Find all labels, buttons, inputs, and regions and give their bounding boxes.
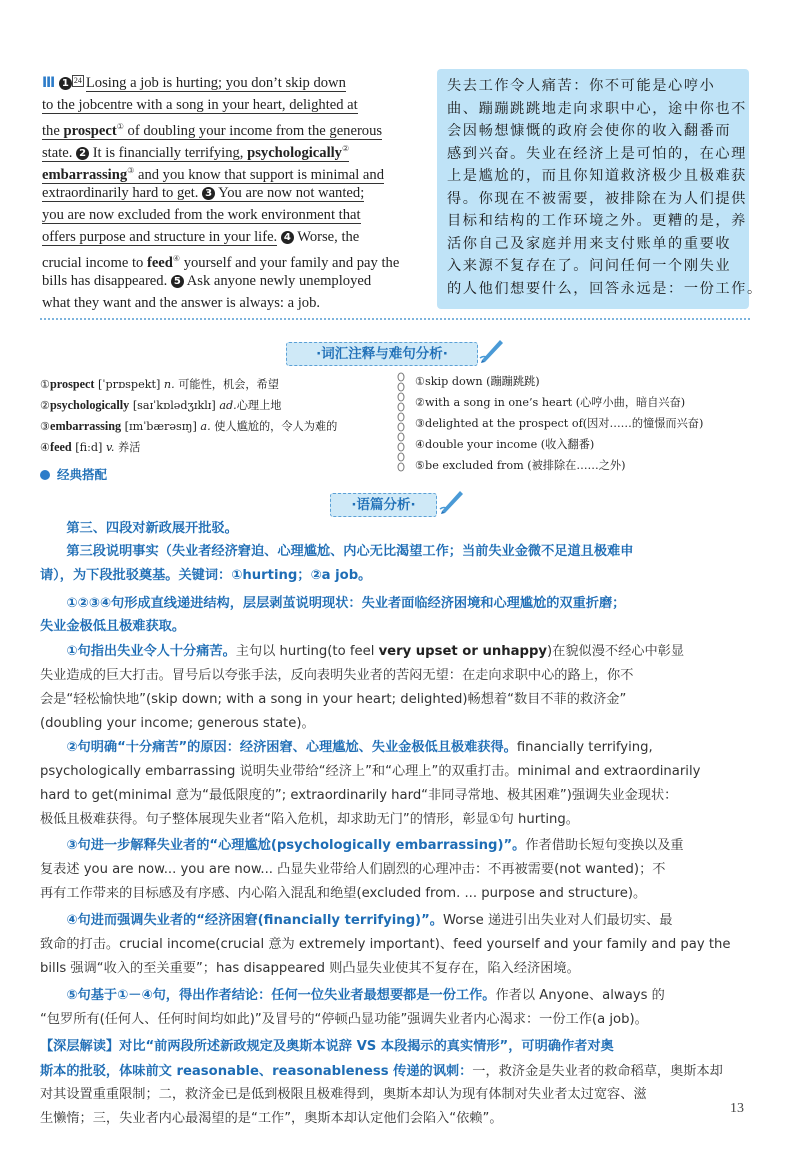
analysis-line: ②句明确“十分痛苦”的原因：经济困窘、心理尴尬、失业金极低且极难获得。financially terrifying, [40, 740, 653, 755]
vocab-item: ①prospect [ˈprɒspekt] n. 可能性，机会，希望 [40, 377, 279, 391]
passage-line: to the jobcentre with a song in your heart, delighted at [42, 97, 358, 113]
vocab-item: ④feed [fiːd] v. 养活 [40, 440, 141, 454]
analysis-line: ①②③④句形成直线递进结构，层层剥茧说明现状：失业者面临经济困境和心理尴尬的双重折磨； [40, 596, 626, 611]
analysis-line: 失业造成的巨大打击。冒号后以夸张手法，反向表明失业者的苦闷无望：在走向求职中心的路上，你不 [40, 668, 634, 683]
passage-line: crucial income to feed④ yourself and your family and pay the [42, 254, 400, 271]
bullet-icon [40, 470, 50, 480]
analysis-line: 【深层解读】对比“前两段所述新政规定及奥斯本说辞 VS 本段揭示的真实情形”，可明确作者对奥 [40, 1039, 614, 1054]
phrase-item: ①skip down (蹦蹦跳跳) [415, 375, 540, 388]
phrase-item: ②with a song in one’s heart (心哼小曲，暗自兴奋) [415, 396, 686, 409]
analysis-line: 极低且极难获得。句子整体展现失业者“陷入危机，却求助无门”的情形，彰显①句 hurting。 [40, 812, 579, 827]
analysis-line: bills 强调“收入的至关重要”；has disappeared 则凸显失业使其不复存在，陷入经济困境。 [40, 961, 580, 976]
divider [40, 318, 750, 320]
phrase-list [415, 372, 755, 482]
analysis-line: 第三、四段对新政展开批驳。 [40, 521, 238, 536]
vocab-item: ②psychologically [saɪˈkɒlədʒɪklɪ] ad.心理上地 [40, 398, 282, 412]
phrase-item: ⑤be excluded from (被排除在……之外) [415, 459, 626, 472]
passage-line: offers purpose and structure in your life. 4 Worse, the [42, 229, 360, 245]
translation-text: 失去工作令人痛苦：你不可能是心哼小 曲、蹦蹦跳跳地走向求职中心，途中你也不 会因畅想慷慨的政府会使你的收入翻番而 感到兴奋。失业在经济上是可怕的，在心理 上是尴尬的，而且你知道救济极少且极难获 得。你现在不被需要，被排除在为人们提供 目标和结构的工作环境之外。更糟的是，养 活你自己及家庭并用来支付账单的重要收 入来源不复存在了。问问任何一个刚失业 的人他们想要什么，回答永远是：一份工作。 [447, 78, 763, 297]
analysis-line: ③句进一步解释失业者的“心理尴尬(psychologically embarrassing)”。作者借助长短句变换以及重 [40, 838, 684, 853]
passage-line: state. 2 It is financially terrifying, psychologically② [42, 144, 350, 161]
analysis-line: 失业金极低且极难获取。 [40, 619, 186, 634]
passage-line: the prospect① of doubling your income from the generous [42, 122, 383, 139]
vocab-section-title: ·词汇注释与难句分析· [286, 342, 478, 366]
analysis-line: 致命的打击。crucial income(crucial 意为 extremely important)、feed yourself and your family and pay the [40, 937, 731, 952]
analysis-line: ④句进而强调失业者的“经济困窘(financially terrifying)”。Worse 递进引出失业对人们最切实、最 [40, 913, 673, 928]
analysis-line: “包罗所有(任何人、任何时间均如此)”及冒号的“停顿凸显功能”强调失业者内心渴求：一份工作(a job)。 [40, 1012, 648, 1027]
vocab-list [40, 374, 390, 464]
sentence-number: 1 [59, 77, 72, 90]
pen-icon [478, 334, 506, 364]
paragraph-number: 24 [73, 76, 82, 85]
analysis-line: 生懒惰；三，失业者内心最渴望的是“工作”，奥斯本却认定他们会陷入“依赖”。 [40, 1111, 503, 1126]
analysis-line: 再有工作带来的目标感及有序感、内心陷入混乱和绝望(excluded from. ... purpose and structure)。 [40, 886, 647, 901]
analysis-line: 请），为下段批驳奠基。关键词：①hurting；②a job。 [40, 568, 372, 583]
analysis-line: 对其设置重重限制；二，救济金已是低到极限且极难得到，奥斯本却认为现有体制对失业者太过宽容、滋 [40, 1087, 647, 1102]
pen-icon [438, 485, 466, 515]
passage-line: bills has disappeared. 5 Ask anyone newly unemployed [42, 273, 372, 289]
passage-line: extraordinarily hard to get. 3 You are now not wanted; [42, 185, 365, 201]
paragraph-label: Ⅲ [42, 75, 56, 91]
classic-collocations-label: 经典搭配 [40, 465, 107, 483]
passage-line: what they want and the answer is always: a job. [42, 295, 321, 311]
analysis-line: ①句指出失业令人十分痛苦。主句以 hurting(to feel very upset or unhappy)在貌似漫不经心中彰显 [40, 644, 685, 659]
page-number: 13 [730, 1101, 744, 1116]
analysis-line: (doubling your income; generous state)。 [40, 716, 315, 731]
analysis-line: hard to get(minimal 意为“最低限度的”; extraordinarily hard“非同寻常地、极其困难”)强调失业金现状： [40, 788, 678, 803]
passage-line: you are now excluded from the work environment that [42, 207, 361, 223]
analysis-line: 斯本的批驳，体味前文 reasonable、reasonableness 传递的讽刺：一，救济金是失业者的救命稻草，奥斯本却 [40, 1064, 723, 1079]
vocab-item: ③embarrassing [ɪmˈbærəsɪŋ] a. 使人尴尬的，令人为难的 [40, 419, 338, 433]
analysis-line: ⑤句基于①－④句，得出作者结论：任何一位失业者最想要都是一份工作。作者以 Anyone、always 的 [40, 988, 665, 1003]
analysis-line: psychologically embarrassing 说明失业带给“经济上”和“心理上”的双重打击。minimal and extraordinarily [40, 764, 701, 779]
passage-line: Ⅲ 1 24 Losing a job is hurting; you don’t skip down [42, 72, 346, 94]
analysis-line: 第三段说明事实（失业者经济窘迫、心理尴尬、内心无比渴望工作；当前失业金微不足道且极难申 [40, 544, 634, 559]
phrase-item: ③delighted at the prospect of(因对……的憧憬而兴奋) [415, 417, 704, 430]
chain-divider-icon [395, 372, 407, 472]
analysis-line: 会是“轻松愉快地”(skip down; with a song in your heart; delighted)畅想着“数目不菲的救济金” [40, 692, 627, 707]
translation-box [437, 69, 763, 309]
analysis-section-title: ·语篇分析· [330, 493, 437, 517]
analysis-line: 复表述 you are now... you are now... 凸显失业带给人们剧烈的心理冲击：不再被需要(not wanted)；不 [40, 862, 666, 877]
phrase-item: ④double your income (收入翻番) [415, 438, 595, 451]
passage-line: embarrassing③ and you know that support is minimal and [42, 166, 385, 183]
